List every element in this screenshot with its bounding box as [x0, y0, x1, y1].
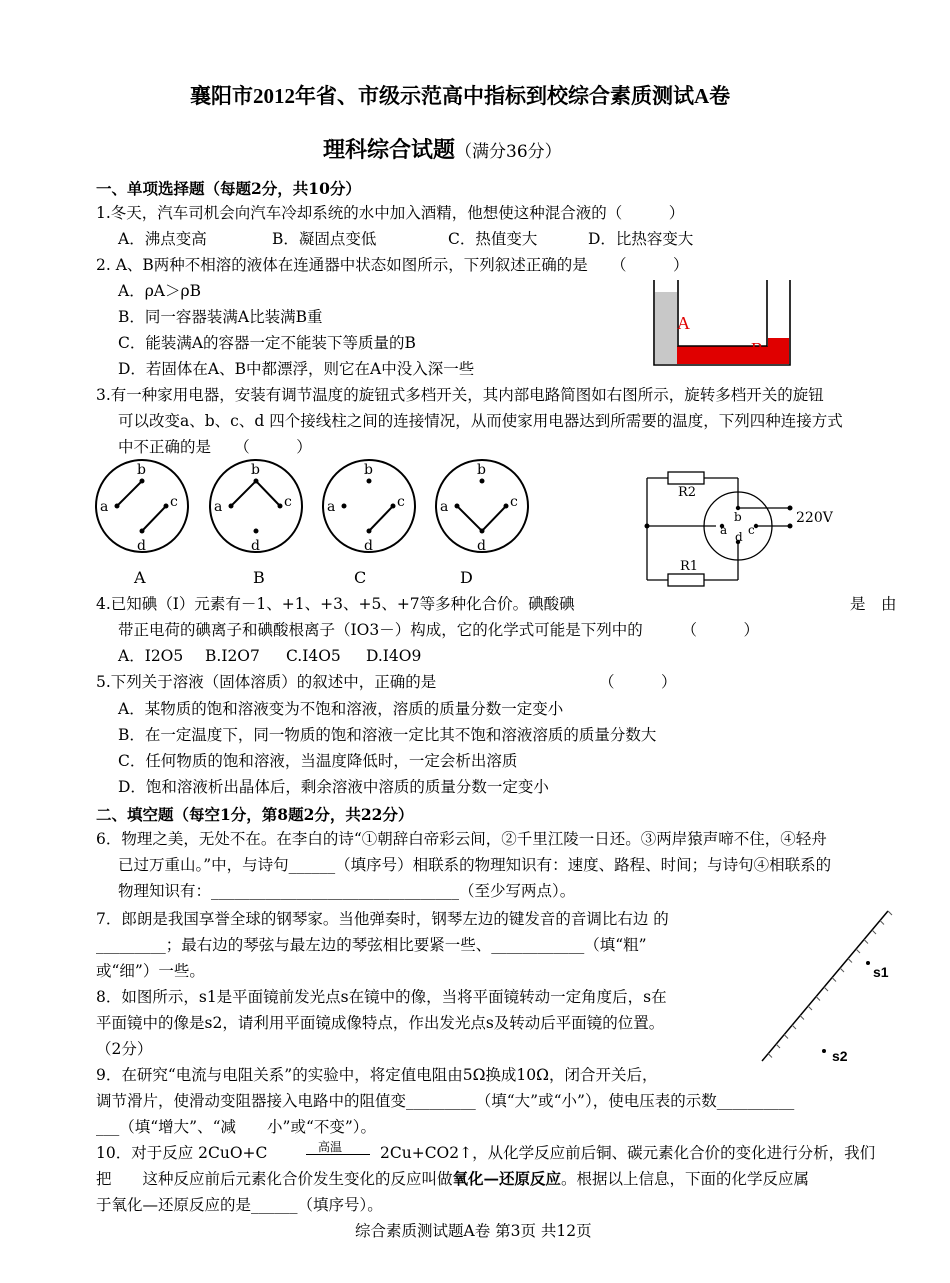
svg-text:c: c	[284, 494, 292, 510]
svg-text:a: a	[100, 499, 109, 515]
liquid-a-left	[655, 292, 677, 364]
q9-line-3: ___（填“增大”、“减 小”或“不变”）。	[96, 1118, 377, 1136]
plane-mirror-figure	[758, 905, 908, 1070]
dial-label-a: A	[134, 568, 146, 587]
page-footer: 综合素质测试题A卷 第3页 共12页	[355, 1222, 592, 1240]
svg-text:b: b	[477, 462, 486, 478]
q4-line-1: 4.已知碘（I）元素有－1、+1、+3、+5、+7等多种化合价。碘酸碘	[96, 595, 575, 613]
q4-option-c: C.I4O5	[286, 647, 341, 665]
svg-text:d: d	[251, 538, 260, 554]
q9-line-2: 调节滑片，使滑动变阻器接入电路中的阻值变_________（填“大”或“小”），使电压表的示数__________	[96, 1092, 795, 1110]
q10-line-1-end: 2Cu+CO2↑，从化学反应前后铜、碳元素化合价的变化进行分析，我们	[380, 1144, 876, 1162]
q3-line-1: 3.有一种家用电器，安装有调节温度的旋钮式多档开关，其内部电路简图如右图所示，旋转多档开关的旋钮	[96, 386, 824, 404]
q2-option-b: B．同一容器装满A比装满B重	[118, 308, 323, 326]
q7-line-3: 或“细”）一些。	[96, 962, 205, 980]
q1-option-c: C．热值变大	[448, 230, 538, 248]
q4-option-b: B.I2O7	[205, 647, 260, 665]
q5-option-c: C．任何物质的饱和溶液，当温度降低时，一定会析出溶质	[118, 752, 518, 770]
svg-text:c: c	[510, 494, 518, 510]
svg-text:a: a	[327, 499, 336, 515]
svg-text:b: b	[251, 462, 260, 478]
svg-text:b: b	[734, 510, 742, 524]
q2-stem: 2. A、B两种不相溶的液体在连通器中状态如图所示，下列叙述正确的是 （ ）	[96, 256, 689, 274]
exam-title: 襄阳市2012年省、市级示范高中指标到校综合素质测试A卷	[190, 84, 731, 108]
reaction-arrow-line	[306, 1154, 370, 1155]
dial-b	[210, 460, 302, 554]
svg-text:b: b	[364, 462, 373, 478]
resistor-r2	[668, 472, 704, 484]
q5-option-a: A．某物质的饱和溶液变为不饱和溶液，溶质的质量分数一定变小	[118, 700, 564, 718]
q7-line-2: _________；最右边的琴弦与最左边的琴弦相比要紧一些、____________（填“粗”	[96, 936, 647, 954]
svg-text:a: a	[214, 499, 223, 515]
q4-option-d: D.I4O9	[366, 647, 422, 665]
section-2-heading: 二、填空题（每空1分，第8题2分，共22分）	[96, 805, 414, 824]
full-score-note: （满分36分）	[455, 142, 562, 162]
dial-label-b: B	[253, 568, 265, 587]
q6-line-3: 物理知识有：________________________________（至少写两点）。	[118, 882, 576, 900]
svg-text:a: a	[720, 523, 728, 537]
label-s2: s2	[832, 1048, 848, 1064]
q1-stem: 1.冬天，汽车司机会向汽车冷却系统的水中加入酒精，他想使这种混合液的（ ）	[96, 204, 685, 222]
subject-title: 理科综合试题	[323, 137, 456, 162]
q4-option-a: A．I2O5	[118, 647, 184, 665]
q4-line-2: 带正电荷的碘离子和碘酸根离子（IO3－）构成，它的化学式可能是下列中的 （ ）	[118, 621, 759, 639]
q1-option-a: A．沸点变高	[118, 230, 207, 248]
svg-text:d: d	[364, 538, 373, 554]
section-1-heading: 一、单项选择题（每题2分，共10分）	[96, 179, 361, 198]
q8-line-3: （2分）	[96, 1040, 153, 1058]
dial-c	[323, 460, 415, 554]
label-220v: 220V	[796, 510, 833, 526]
svg-text:b: b	[137, 462, 146, 478]
q2-option-c: C．能装满A的容器一定不能装下等质量的B	[118, 334, 416, 352]
q3-line-2: 可以改变a、b、c、d 四个接线柱之间的连接情况，从而使家用电器达到所需要的温度，下列四种连接方式	[118, 412, 843, 430]
dial-options-figure	[94, 452, 534, 592]
dial-a	[96, 460, 188, 554]
q2-option-d: D．若固体在A、B中都漂浮，则它在A中没入深一些	[118, 360, 475, 378]
svg-text:c: c	[397, 494, 405, 510]
resistor-r1	[668, 574, 704, 586]
q8-line-1: 8．如图所示，s1是平面镜前发光点s在镜中的像，当将平面镜转动一定角度后，s在	[96, 988, 667, 1006]
liquid-b-right	[768, 338, 789, 364]
svg-text:d: d	[477, 538, 486, 554]
paper-subtitle	[323, 133, 562, 164]
label-b: B	[751, 339, 764, 359]
image-point-s2	[822, 1049, 826, 1053]
dial-d	[436, 460, 528, 554]
dial-label-c: C	[354, 568, 367, 587]
image-point-s1	[866, 961, 870, 965]
svg-text:c: c	[170, 494, 178, 510]
svg-text:a: a	[440, 499, 449, 515]
redox-term: 氧化—还原反应	[452, 1169, 562, 1188]
q9-line-1: 9．在研究“电流与电阻关系”的实验中，将定值电阻由5Ω换成10Ω，闭合开关后，	[96, 1066, 658, 1084]
switch-circuit-figure	[640, 458, 850, 588]
q4-line-1-tail: 是 由	[850, 595, 897, 613]
label-r2: R2	[678, 485, 697, 500]
svg-text:c: c	[748, 523, 755, 537]
q8-line-2: 平面镜中的像是s2，请利用平面镜成像特点，作出发光点s及转动后平面镜的位置。	[96, 1014, 665, 1032]
q6-line-2: 已过万重山。”中，与诗句______（填序号）相联系的物理知识有：速度、路程、时间；与诗句④相联系的	[118, 856, 832, 874]
q1-option-d: D．比热容变大	[588, 230, 694, 248]
label-a: A	[677, 313, 690, 333]
dial-label-d: D	[460, 568, 473, 587]
q5-option-d: D．饱和溶液析出晶体后，剩余溶液中溶质的质量分数一定变小	[118, 778, 549, 796]
q3-line-3: 中不正确的是 （ ）	[118, 438, 312, 456]
svg-text:d: d	[735, 530, 743, 544]
reaction-condition: 高温	[318, 1140, 343, 1154]
q2-option-a: A．ρA＞ρB	[118, 282, 202, 300]
label-r1: R1	[680, 559, 699, 574]
q5-option-b: B．在一定温度下，同一物质的饱和溶液一定比其不饱和溶液溶质的质量分数大	[118, 726, 657, 744]
q10-line-1-start: 10．对于反应 2CuO+C	[96, 1144, 268, 1162]
connected-vessel-figure	[650, 280, 795, 370]
q5-stem: 5.下列关于溶液（固体溶质）的叙述中，正确的是 （ ）	[96, 673, 677, 691]
q1-option-b: B．凝固点变低	[272, 230, 377, 248]
plane-mirror	[762, 911, 888, 1061]
label-s1: s1	[873, 964, 889, 980]
q10-line-3: 于氧化—还原反应的是______（填序号）。	[96, 1196, 383, 1214]
q7-line-1: 7．郎朗是我国享誉全球的钢琴家。当他弹奏时，钢琴左边的键发音的音调比右边 的	[96, 910, 669, 928]
q6-line-1: 6．物理之美，无处不在。在李白的诗“①朝辞白帝彩云间，②千里江陵一日还。③两岸猿声啼不住，④轻舟	[96, 830, 827, 848]
q10-line-2: 把 这种反应前后元素化合价发生变化的反应叫做氧化—还原反应。根据以上信息，下面的化学反应属	[96, 1169, 810, 1188]
svg-text:d: d	[137, 538, 146, 554]
